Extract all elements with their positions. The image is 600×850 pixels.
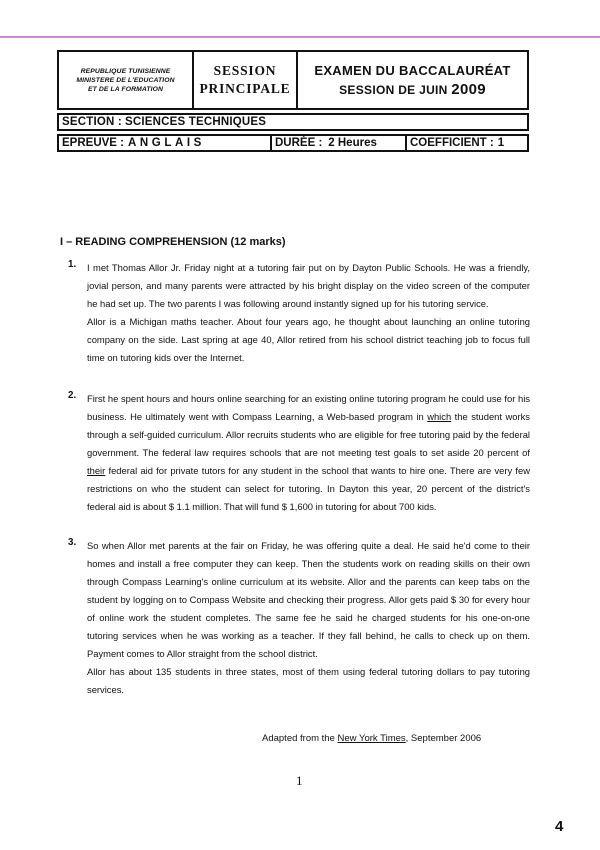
paragraph-text: I met Thomas Allor Jr. Friday night at a tutoring fair put on by Dayton Public Schools. He was a friendly, jovial person, and many parents were attracted by his bright display on the video screen of the computer he had set up. The two parents I was following around instantly signed up for his tutoring service. bbox=[87, 262, 530, 309]
exam-year: 2009 bbox=[451, 80, 486, 98]
exam-header bbox=[57, 50, 529, 152]
coef-value: 1 bbox=[497, 137, 505, 149]
page-number: 1 bbox=[296, 773, 303, 788]
section-value: SCIENCES TECHNIQUES bbox=[124, 116, 267, 128]
section-row bbox=[57, 113, 529, 131]
paragraph-1 bbox=[68, 259, 530, 367]
source-suffix: , September 2006 bbox=[405, 733, 482, 744]
paragraph-text: So when Allor met parents at the fair on Friday, he was offering quite a deal. He said he'd come to their homes and install a free computer they can keep. Then the students work on reading skills on their own through Compass Learning's online curriculum at its website. Allor and the parents can keep tabs on the student by logging on to Compass Website and checking their progress. Allor gets paid $ 30 for every hour of online work the student completes. The same fee he said he charged students for his one-on-one tutoring services when he was working as a teacher. If they fall behind, he calls to check up on them. Payment comes to Allor straight from the school district. bbox=[87, 540, 530, 659]
exam-title: EXAMEN DU BACCALAURÉAT bbox=[314, 62, 511, 78]
paragraph-number: 3. bbox=[68, 537, 77, 548]
paragraph-text bbox=[87, 390, 530, 516]
paragraph-body bbox=[87, 390, 530, 516]
coef-label: COEFFICIENT : bbox=[410, 137, 494, 149]
ministry-line-3: ET DE LA FORMATION bbox=[87, 85, 164, 93]
duree-label: DURÉE : bbox=[275, 137, 323, 149]
source-publication: New York Times bbox=[337, 733, 406, 744]
subject-row bbox=[57, 134, 529, 152]
underlined-word-which: which bbox=[427, 411, 452, 422]
section-title: I – READING COMPREHENSION (12 marks) bbox=[60, 236, 286, 248]
session-line-1: SESSION bbox=[213, 63, 277, 78]
coefficient-cell bbox=[407, 136, 527, 150]
duree-value: 2 Heures bbox=[328, 137, 377, 149]
duration-cell bbox=[272, 136, 407, 150]
paragraph-body bbox=[87, 537, 530, 699]
paragraph-text-part: the student works through a self-guided curriculum. Allor recruits students who are eligible for free tutoring paid by the federal government. The federal law requires schools that are not meeting test goals to set aside 20 percent of bbox=[87, 411, 530, 458]
paragraph-text: Allor is a Michigan maths teacher. About four years ago, he thought about launching an online tutoring company on the side. Last spring at age 40, Allor retired from his school district teaching job to focus full time on tutoring kids over the Internet. bbox=[87, 316, 530, 363]
paragraph-text-part: federal aid for private tutors for any student in the school that wants to hire one. There are very few restrictions on who the student can select for tutoring. In Dayton this year, 20 percent of the district's federal aid is about $ 1.1 million. That will fund $ 1,600 in tutoring for about 700 kids. bbox=[87, 465, 530, 512]
exam-title-box bbox=[298, 52, 527, 108]
exam-session bbox=[339, 80, 486, 100]
paragraph-text: Allor has about 135 students in three states, most of them using federal tutoring dollars to pay tutoring services. bbox=[87, 666, 530, 695]
exam-session-prefix: SESSION DE JUIN bbox=[339, 82, 448, 97]
header-top-row bbox=[57, 50, 529, 110]
underlined-word-their: their bbox=[87, 465, 106, 476]
paragraph-3 bbox=[68, 537, 530, 699]
source-attribution bbox=[262, 733, 481, 744]
session-line-2: PRINCIPALE bbox=[199, 81, 291, 96]
paragraph-text-part: First he spent hours and hours online searching for an existing online tutoring program he could use for his business. He ultimately went with Compass Learning, a Web-based program in bbox=[87, 393, 530, 422]
sheet-number: 4 bbox=[555, 818, 564, 835]
paragraph-number: 2. bbox=[68, 390, 77, 401]
section-label: SECTION : bbox=[62, 116, 122, 128]
ministry-line-1: REPUBLIQUE TUNISIENNE bbox=[80, 67, 171, 75]
epreuve-value: ANGLAIS bbox=[128, 137, 205, 149]
paragraph-body bbox=[87, 259, 530, 367]
top-divider bbox=[0, 36, 600, 38]
subject-cell bbox=[59, 136, 272, 150]
ministry-line-2: MINISTERE DE L'EDUCATION bbox=[76, 76, 175, 84]
ministry-box bbox=[59, 52, 194, 108]
session-box bbox=[194, 52, 298, 108]
epreuve-label: EPREUVE : bbox=[62, 137, 124, 149]
source-prefix: Adapted from the bbox=[262, 733, 335, 744]
paragraph-number: 1. bbox=[68, 259, 77, 270]
paragraph-2 bbox=[68, 390, 530, 516]
